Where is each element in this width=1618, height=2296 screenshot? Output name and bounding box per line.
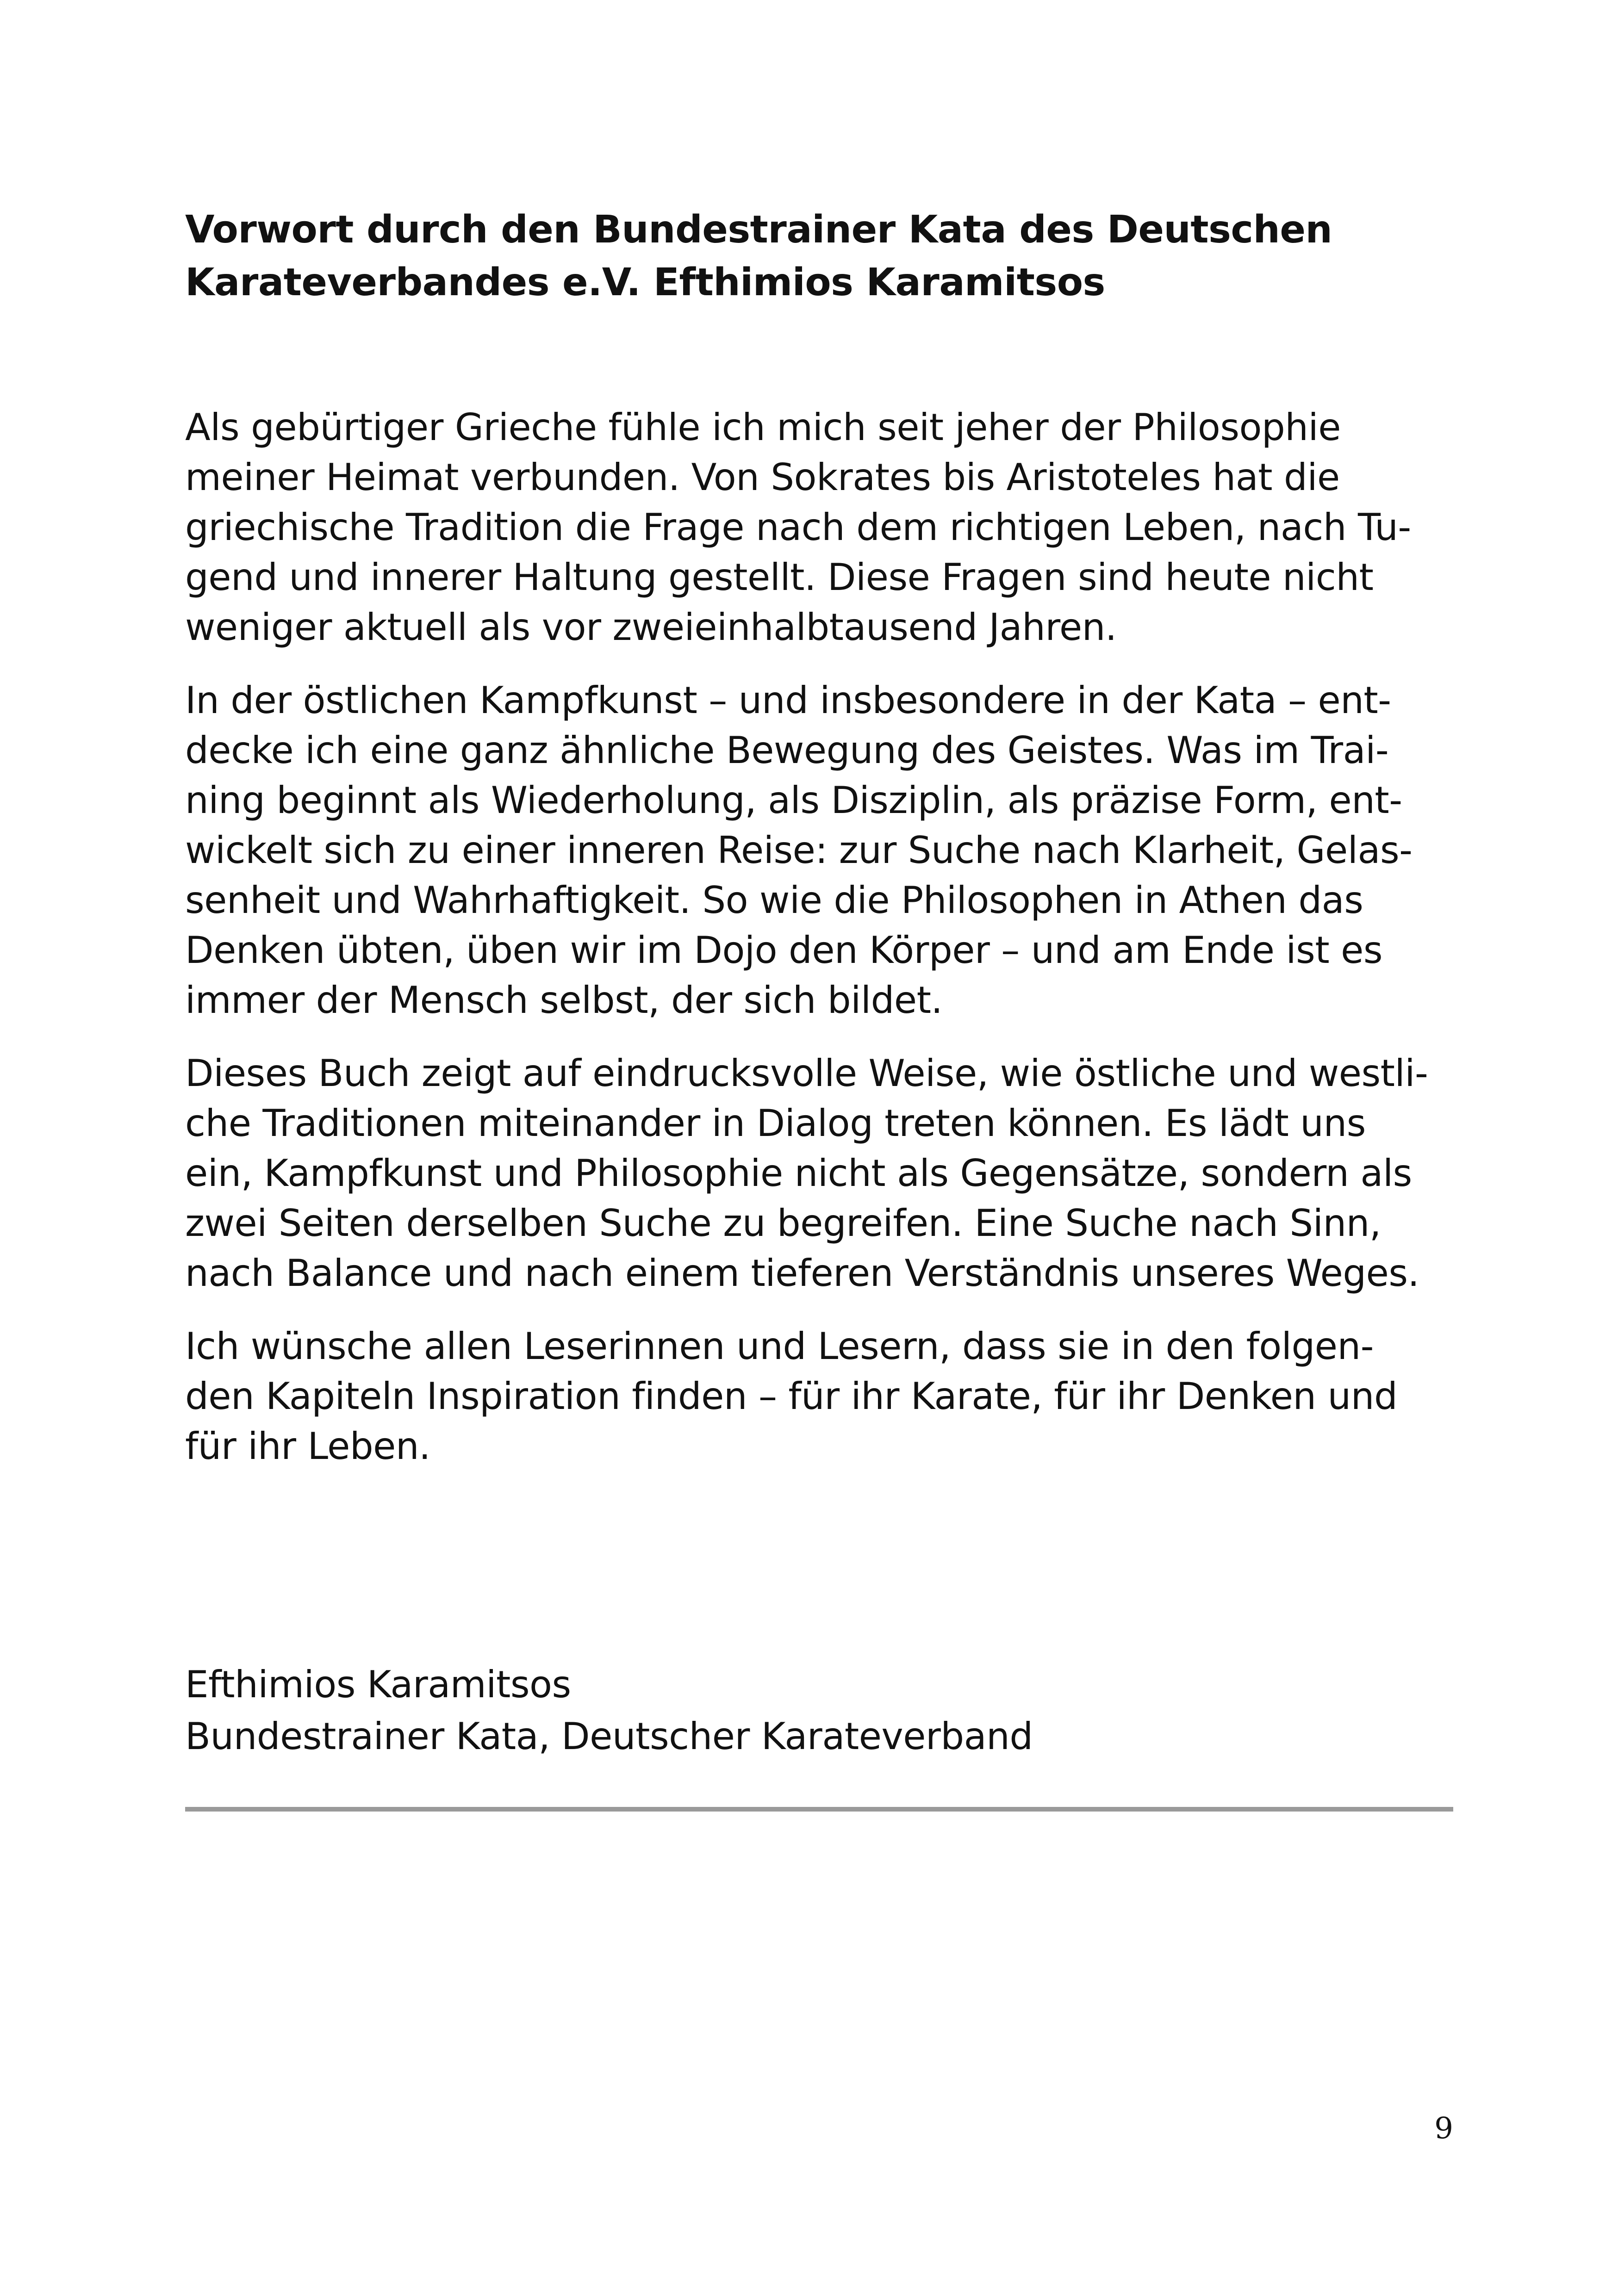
heading-line-1: Vorwort durch den Bundestrainer Kata des Deutschen [185, 208, 1332, 252]
text-line: Denken übten, üben wir im Dojo den Körper – und am Ende ist es [185, 929, 1383, 972]
text-line: wickelt sich zu einer inneren Reise: zur Suche nach Klarheit, Gelas- [185, 829, 1413, 872]
horizontal-rule [185, 1807, 1453, 1812]
text-line: nach Balance und nach einem tieferen Verständnis unseres Weges. [185, 1252, 1419, 1295]
text-line: ning beginnt als Wiederholung, als Disziplin, als präzise Form, ent- [185, 779, 1402, 822]
text-line: den Kapiteln Inspiration finden – für ihr Karate, für ihr Denken und [185, 1375, 1398, 1418]
signature-name: Efthimios Karamitsos [185, 1663, 571, 1706]
text-line: ein, Kampfkunst und Philosophie nicht als Gegensätze, sondern als [185, 1152, 1412, 1195]
text-line: gend und innerer Haltung gestellt. Diese Fragen sind heute nicht [185, 556, 1374, 599]
paragraph-3 [185, 1049, 1462, 1298]
text-line: Ich wünsche allen Leserinnen und Lesern, dass sie in den folgen- [185, 1325, 1374, 1368]
paragraph-1 [185, 403, 1462, 652]
foreword-body [185, 403, 1462, 1495]
signature-title: Bundestrainer Kata, Deutscher Karateverband [185, 1715, 1033, 1758]
text-line: für ihr Leben. [185, 1425, 430, 1468]
text-line: zwei Seiten derselben Suche zu begreifen. Eine Suche nach Sinn, [185, 1202, 1381, 1245]
text-line: decke ich eine ganz ähnliche Bewegung des Geistes. Was im Trai- [185, 729, 1389, 772]
text-line: griechische Tradition die Frage nach dem richtigen Leben, nach Tu- [185, 506, 1411, 549]
text-line: senheit und Wahrhaftigkeit. So wie die Philosophen in Athen das [185, 879, 1363, 922]
text-line: Dieses Buch zeigt auf eindrucksvolle Weise, wie östliche und westli- [185, 1052, 1428, 1095]
text-line: meiner Heimat verbunden. Von Sokrates bis Aristoteles hat die [185, 456, 1340, 499]
heading-line-2: Karateverbandes e.V. Efthimios Karamitsos [185, 261, 1105, 304]
signature-block [185, 1659, 1462, 1762]
foreword-heading [185, 204, 1462, 309]
paragraph-4 [185, 1322, 1462, 1471]
page-number: 9 [1434, 2111, 1453, 2146]
text-line: In der östlichen Kampfkunst – und insbesondere in der Kata – ent- [185, 679, 1391, 722]
text-line: immer der Mensch selbst, der sich bildet. [185, 979, 943, 1022]
text-line: che Traditionen miteinander in Dialog treten können. Es lädt uns [185, 1102, 1366, 1145]
text-line: weniger aktuell als vor zweieinhalbtausend Jahren. [185, 606, 1117, 649]
paragraph-2 [185, 676, 1462, 1025]
text-line: Als gebürtiger Grieche fühle ich mich seit jeher der Philosophie [185, 406, 1341, 449]
